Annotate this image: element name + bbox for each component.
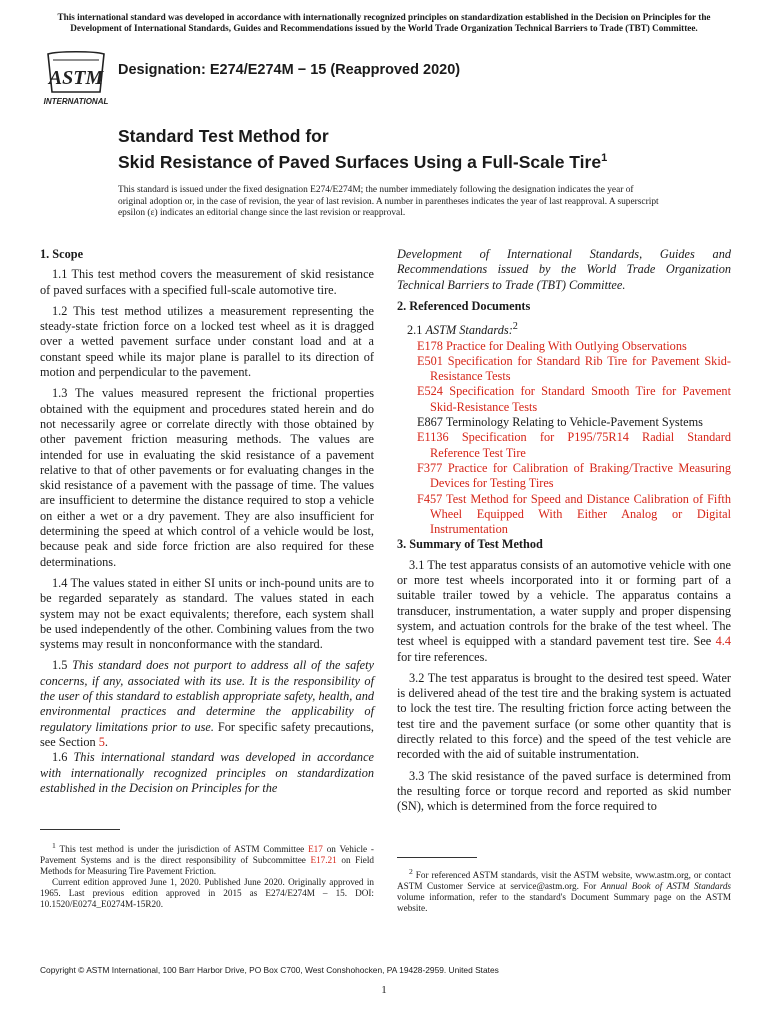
section-5-link[interactable]: 5 bbox=[98, 734, 105, 749]
section-4-4-link[interactable]: 4.4 bbox=[715, 634, 732, 649]
para-number: 1.5 bbox=[52, 658, 68, 673]
safety-tail: For specific safety precautions, see Section bbox=[40, 719, 374, 749]
title-line-2-text: Skid Resistance of Paved Surfaces Using a Full-Scale Tire bbox=[118, 151, 602, 172]
reference-code-e524[interactable]: E524 bbox=[417, 384, 443, 399]
scope-paragraph-1-2: 1.2 This test method utilizes a measurement representing the steady-state friction force on a locked test wheel as it is dragged over a wetted pavement surface under constant load and at a constant speed while its major plane is parallel to its direction of motion and perpendicular to the pavement. bbox=[40, 303, 374, 380]
footnote-text: For referenced ASTM standards, visit the ASTM website, www.astm.org, or contact ASTM Customer Service at service@astm.org. For bbox=[397, 870, 732, 892]
tbt-notice: This international standard was developed in accordance with internationally recognized principles on standardization established in the Decision on Principles for the Development of International Standards, Guides and Recommendations issued by the World Trade Organization Technical Barriers to Trade (TBT) Committee. bbox=[57, 12, 711, 33]
reference-code-e867: E867 bbox=[417, 415, 443, 430]
reference-code-f377[interactable]: F377 bbox=[417, 460, 443, 475]
section-heading-referenced-documents: 2. Referenced Documents bbox=[397, 298, 531, 313]
left-column bbox=[40, 247, 374, 802]
period: . bbox=[104, 734, 108, 749]
footnote-marker: 2 bbox=[409, 867, 413, 876]
referenced-documents-list bbox=[397, 339, 731, 538]
tbt-statement: This international standard was developed in accordance with internationally recognized principles on standardization established in the Decision on Principles for the bbox=[40, 750, 374, 795]
footnote-text: on Field Methods for Measuring Tire Pavement Friction. bbox=[40, 855, 375, 877]
title-line-2 bbox=[118, 147, 678, 173]
reference-item bbox=[407, 430, 731, 461]
reference-code-f457[interactable]: F457 bbox=[417, 491, 443, 506]
safety-statement: This standard does not purport to address all of the safety concerns, if any, associated with its use. It is the responsibility of the user of this standard to establish appropriate safety, health, and environmental practices and determine the applicability of regulatory limitations prior to use. bbox=[40, 658, 374, 734]
summary-text: for tire references. bbox=[397, 649, 488, 664]
footnote-2 bbox=[397, 866, 731, 914]
document-title bbox=[118, 125, 678, 173]
reference-item bbox=[407, 339, 731, 354]
summary-paragraph-3-2: 3.2 The test apparatus is brought to the desired test speed. Water is delivered ahead of the test tire and the braking system is actuated to lock the test tire. The resulting friction force acting between the test tire and the pavement surface (or some other quantity that is directly related to this force) and the speed of the test vehicle are recorded with the aid of suitable instrumentation. bbox=[397, 670, 731, 762]
reference-item bbox=[407, 354, 731, 385]
footnote-marker: 2 bbox=[512, 321, 518, 333]
summary-paragraph-3-1 bbox=[397, 558, 731, 665]
summary-paragraph-3-3: 3.3 The skid resistance of the paved surface is determined from the resulting force or torque record and reported as skid number (SN), which is determined from the force required to bbox=[397, 768, 731, 814]
astm-logo bbox=[40, 50, 112, 106]
section-heading-summary: 3. Summary of Test Method bbox=[397, 537, 543, 552]
summary-text: 3.1 The test apparatus consists of an automotive vehicle with one or more test wheels incorporated into it or forming part of a suitable trailer towed by a vehicle. The apparatus contains a transducer, instrumentation, a water supply and proper dispensing system, and actuation controls for the brake of the test wheel. The test wheel is equipped with a standard pavement test tire. See bbox=[397, 557, 731, 649]
title-line-1: Standard Test Method for bbox=[118, 126, 329, 146]
committee-e17-link[interactable]: E17 bbox=[308, 844, 323, 855]
footnote-rule bbox=[40, 829, 120, 830]
annual-book-title: Annual Book of ASTM Standards bbox=[600, 881, 731, 892]
reference-title[interactable]: Specification for Standard Rib Tire for Pavement Skid-Resistance Tests bbox=[430, 353, 731, 384]
reference-title: Terminology Relating to Vehicle-Pavement Systems bbox=[445, 415, 703, 430]
section-heading-scope: 1. Scope bbox=[40, 247, 84, 261]
scope-paragraph-1-5 bbox=[40, 658, 374, 750]
reference-item bbox=[407, 461, 731, 492]
footnote-edition-text: Current edition approved June 1, 2020. Published June 2020. Originally approved in 1965. Last previous edition approved in 2015 as E274/E274M – 15. DOI: 10.1520/E0274_E0274M-15R20. bbox=[40, 877, 374, 910]
footnote-text: volume information, refer to the standard's Document Summary page on the ASTM website. bbox=[397, 892, 731, 914]
logo-text: ASTM bbox=[48, 67, 104, 89]
reference-code-e501[interactable]: E501 bbox=[417, 353, 443, 368]
reference-code-e1136[interactable]: E1136 bbox=[417, 430, 449, 445]
designation: Designation: E274/E274M − 15 (Reapproved 2020) bbox=[118, 62, 461, 78]
logo-subtext: INTERNATIONAL bbox=[43, 97, 109, 106]
footnote-text: This test method is under the jurisdiction of ASTM Committee bbox=[59, 844, 305, 855]
reference-title[interactable]: Practice for Calibration of Braking/Tractive Measuring Devices for Testing Tires bbox=[430, 460, 732, 491]
reference-title[interactable]: Test Method for Speed and Distance Calibration of Fifth Wheel Equipped With Either Analog or Digital Instrumentation bbox=[430, 491, 731, 537]
scope-paragraph-1-1: 1.1 This test method covers the measurement of skid resistance of paved surfaces with a specified full-scale automotive tire. bbox=[40, 267, 374, 297]
footnote-1 bbox=[40, 840, 374, 910]
subcommittee-e17-21-link[interactable]: E17.21 bbox=[310, 855, 337, 866]
footnote-marker: 1 bbox=[52, 841, 56, 850]
para-number: 1.6 bbox=[52, 750, 68, 765]
astm-standards-label bbox=[407, 319, 731, 338]
reference-code-e178[interactable]: E178 bbox=[417, 338, 443, 353]
reference-item bbox=[407, 415, 731, 430]
reference-item bbox=[407, 492, 731, 538]
reference-title[interactable]: Specification for P195/75R14 Radial Standard Reference Test Tire bbox=[430, 430, 731, 460]
reference-item bbox=[407, 384, 731, 415]
scope-paragraph-1-6-continued: Development of International Standards, Guides and Recommendations issued by the World Trade Organization Technical Barriers to Trade (TBT) Committee. bbox=[397, 247, 731, 292]
title-footnote-marker: 1 bbox=[601, 152, 608, 164]
scope-paragraph-1-6 bbox=[40, 750, 374, 796]
copyright-line: Copyright © ASTM International, 100 Barr Harbor Drive, PO Box C700, West Conshohocken, PA 19428-2959. United States bbox=[40, 965, 499, 975]
reference-title[interactable]: Practice for Dealing With Outlying Observations bbox=[446, 338, 687, 353]
astm-standards-text: ASTM Standards: bbox=[425, 323, 513, 338]
scope-paragraph-1-3: 1.3 The values measured represent the frictional properties obtained with the equipment and procedures stated herein and do not necessarily agree or correlate directly with those obtained by other pavement friction measuring methods. The values are intended for use in evaluating the skid resistance of a pavement relative to that of other pavements or for evaluating changes in the skid resistance of a pavement with the passage of time. The values are insufficient to determine the distance required to stop a vehicle on either a wet or a dry pavement. They are also insufficient for determining the speed at which control of a vehicle would be lost, because peak and side force friction are also required for these determinations. bbox=[40, 386, 374, 569]
para-number: 2.1 bbox=[407, 323, 423, 338]
right-column bbox=[397, 247, 731, 820]
footnote-text: on Vehicle - Pavement Systems and is the direct responsibility of Subcommittee bbox=[40, 844, 374, 866]
scope-paragraph-1-4: 1.4 The values stated in either SI units or inch-pound units are to be regarded separately as standard. The values stated in each system may not be exact equivalents; therefore, each system shall be used independently of the other. Combining values from the two systems may result in nonconformance with the standard. bbox=[40, 575, 374, 652]
page-number: 1 bbox=[381, 984, 387, 996]
footnote-rule bbox=[397, 857, 477, 858]
designation-intro: This standard is issued under the fixed designation E274/E274M; the number immediately following the designation indicates the year of original adoption or, in the case of revision, the year of last revision. A number in parentheses indicates the year of last reapproval. A superscript epsilon (ε) indicates an editorial change since the last revision or reapproval. bbox=[118, 185, 659, 218]
reference-title[interactable]: Specification for Standard Smooth Tire for Pavement Skid-Resistance Tests bbox=[430, 384, 731, 414]
